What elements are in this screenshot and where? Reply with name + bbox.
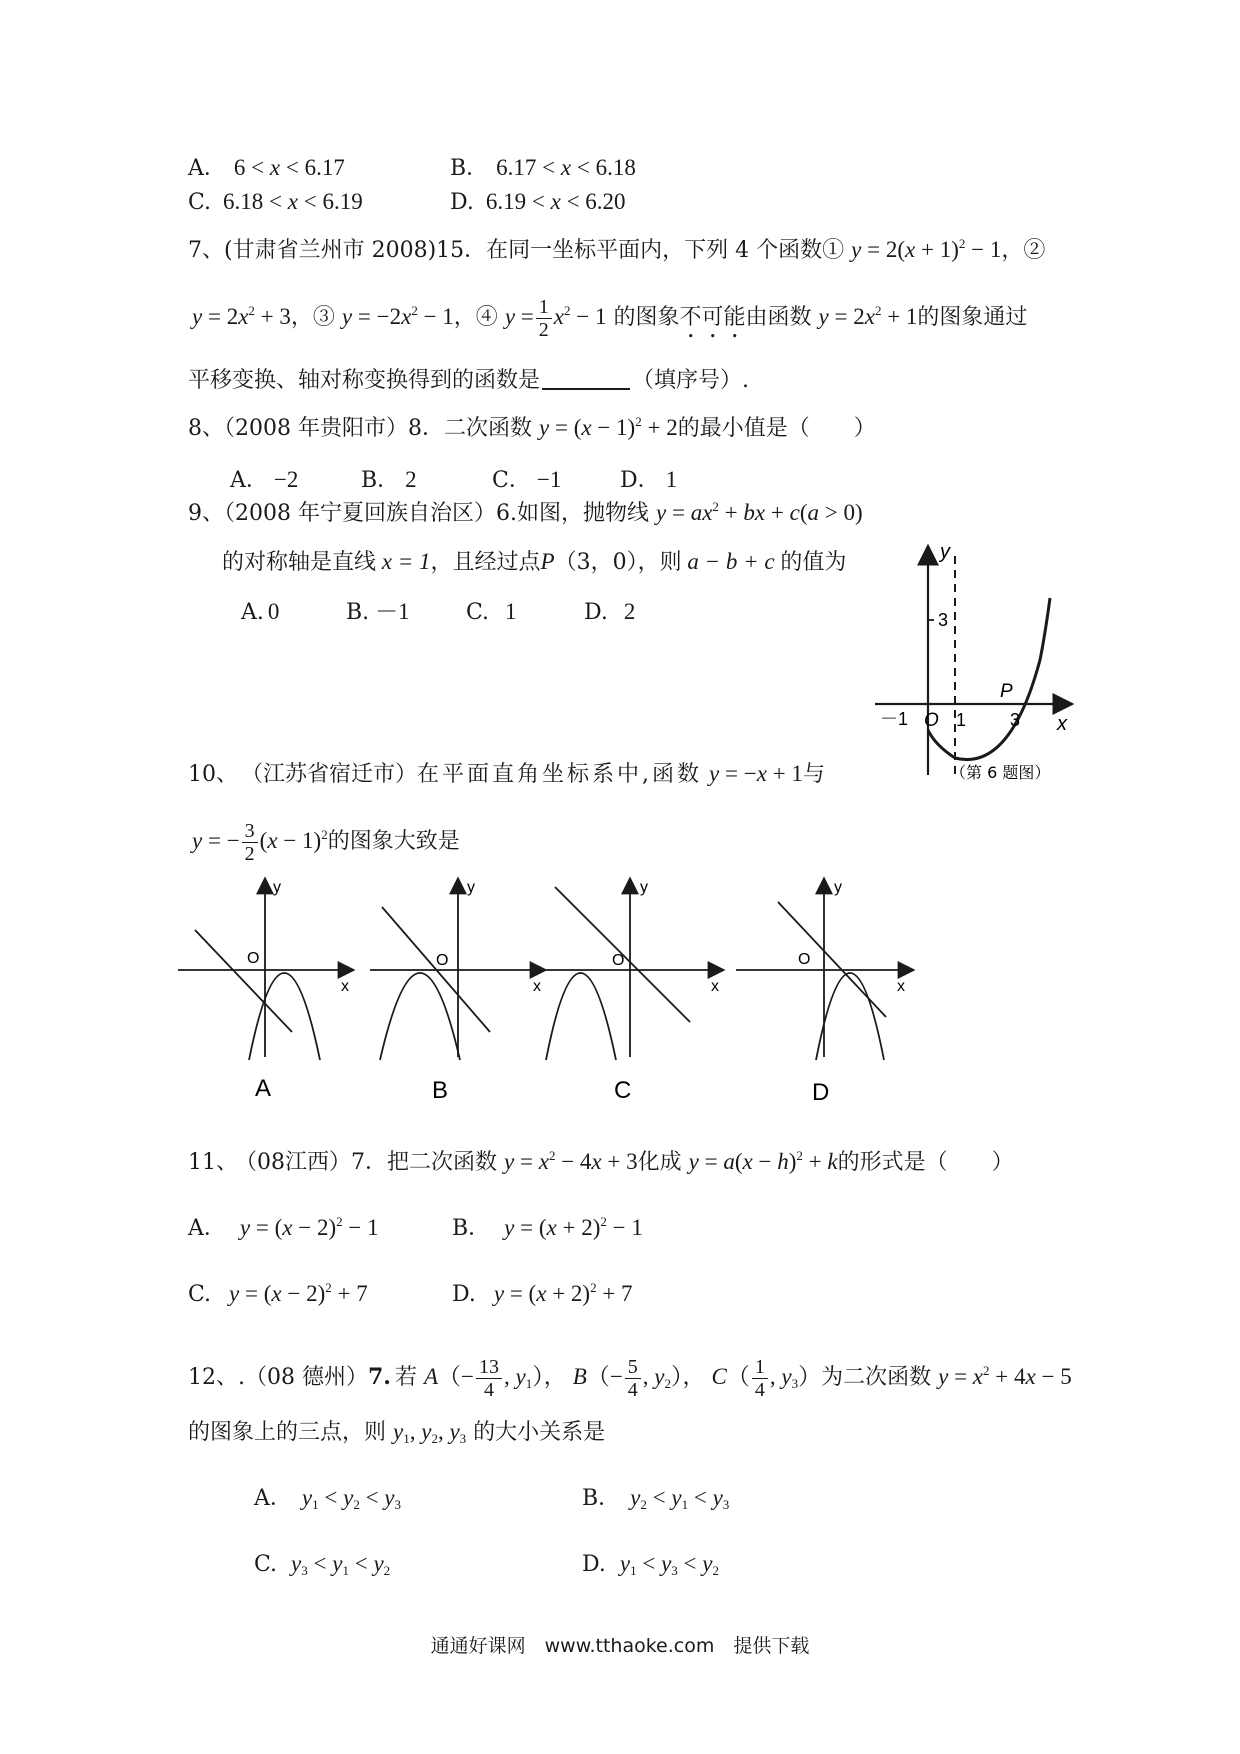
- q9-target-expr: a − b + c: [681, 549, 781, 574]
- q7-f1: $y = 2(x + 1)^2 - 1$: [851, 236, 1002, 262]
- q11-number: 11、: [188, 1150, 238, 1175]
- q10-a-line: [195, 930, 292, 1032]
- q8-number: 8、: [188, 416, 224, 441]
- q10-number: 10、: [188, 762, 238, 787]
- q6-option-c: C. 6.18 < x < 6.19: [188, 189, 363, 215]
- svg-text:O: O: [798, 951, 811, 968]
- q6-option-a: A． 6 < x < 6.17: [188, 155, 345, 181]
- q9-fig-tick-3: 3: [1010, 710, 1021, 730]
- q7-source: (甘肃省兰州市 2008)15．: [224, 238, 487, 263]
- q8-option-d: D． 1: [620, 467, 678, 493]
- q11-option-c: C. $y = (x - 2)^2 + 7$: [188, 1280, 368, 1307]
- q12-y-list: $y_1$, $y_2$, $y_3$: [393, 1419, 467, 1446]
- q7-f4: y = $\frac{1}{2}$ $x^2 - 1$: [504, 296, 607, 341]
- q12-source: （08 德州）: [245, 1364, 368, 1390]
- q9-line-2: 的对称轴是直线 x = 1，且经过点P（3，0），则 a − b + c 的值为: [222, 549, 847, 575]
- q7-f2: $y = 2x^2 + 3$: [192, 302, 291, 329]
- q10-c-parabola: [546, 973, 616, 1060]
- q9-fig-y-label: y: [940, 541, 950, 563]
- q9-axis-expr: x = 1: [376, 549, 431, 574]
- q9-source: （2008 年宁夏回族自治区）6.: [224, 501, 517, 526]
- q12-point-c: C（ $\frac{1}{4}$ , $y_3$）: [711, 1356, 822, 1401]
- q8-option-c: C． −1: [492, 467, 562, 493]
- q9-option-d: D. 2: [584, 599, 636, 625]
- q10-line-1: 10、 （江苏省宿迁市）在平面直角坐标系中,函数 y = −x + 1与: [188, 761, 825, 787]
- q7-line-2: $y = 2x^2 + 3$，③ $y = -2x^2 - 1$，④ y = $\frac{1}{2}$ $x^2 - 1$ 的图象不可能由函数 $y = 2x^2 + 1$的图象通过: [192, 296, 1028, 341]
- q6-option-b: B． 6.17 < x < 6.18: [450, 155, 636, 181]
- q6-option-d: D. 6.19 < x < 6.20: [450, 189, 626, 215]
- q10-label-d: D: [812, 1079, 830, 1106]
- q10-b-parabola: [380, 973, 460, 1060]
- q7-answer-blank[interactable]: [542, 388, 630, 390]
- svg-text:y: y: [640, 879, 648, 896]
- q9-fig-x-label: x: [1057, 713, 1067, 735]
- q9-line-1: 9、（2008 年宁夏回族自治区）6.如图，抛物线 $y = ax^2$ + bx + c(a > 0): [188, 499, 863, 526]
- q10-expr2: y = − $\frac{3}{2}$ $(x - 1)^2$: [192, 820, 328, 865]
- svg-text:O: O: [436, 952, 449, 969]
- svg-text:y: y: [834, 879, 842, 896]
- q9-option-b: B. －1: [346, 599, 410, 625]
- q10-d-parabola: [816, 973, 884, 1060]
- q8-source: （2008 年贵阳市）8．: [224, 416, 444, 441]
- q9-expr: $y = ax^2$ + bx + c(a > 0): [656, 499, 863, 525]
- svg-text:y: y: [273, 879, 281, 896]
- q10-line-2: y = − $\frac{3}{2}$ $(x - 1)^2$的图象大致是: [192, 820, 460, 865]
- q10-graph-d: [736, 879, 912, 1106]
- q9-fig-caption: （第 6 题图）: [950, 763, 1051, 782]
- q7-f3: $y = -2x^2 - 1$: [341, 302, 454, 329]
- q9-fig-tick-y3: 3: [938, 610, 949, 630]
- q10-source: （江苏省宿迁市）: [252, 762, 418, 787]
- q10-label-b: B: [432, 1077, 449, 1104]
- svg-text:x: x: [341, 978, 349, 995]
- q7-line-3: 平移变换、轴对称变换得到的函数是 （填序号）.: [188, 368, 750, 393]
- q9-fig-origin: O: [924, 710, 939, 731]
- svg-text:O: O: [612, 952, 625, 969]
- q12-line-1: 12、.（08 德州）7. 若 A（− $\frac{13}{4}$ , $y_1$）， B（− $\frac{5}{4}$ , $y_2$）， C（ $\frac{1}{4}$ , $y_3$）为二次函数 $y = x^2 + 4x - 5$: [188, 1356, 1072, 1401]
- q11-source: （08江西）7．: [246, 1150, 387, 1175]
- q7-number: 7、: [188, 238, 224, 263]
- q12-number: 12、.: [188, 1364, 245, 1390]
- q10-graph-c: [542, 879, 722, 1104]
- q10-label-a: A: [255, 1075, 272, 1102]
- q10-a-parabola: [249, 973, 320, 1060]
- q10-graphs: [170, 872, 930, 1112]
- q12-option-c: C. $y_3 < y_1 < y_2$: [254, 1551, 391, 1578]
- q9-fig-tick-neg1: －1: [880, 709, 909, 729]
- q10-expr1: y = −x + 1: [709, 761, 803, 786]
- q11-option-d: D. $y = (x + 2)^2 + 7$: [452, 1280, 633, 1307]
- svg-text:x: x: [711, 978, 719, 995]
- q11-line-1: 11、 （08江西）7．把二次函数 $y = x^2 - 4x + 3$化成 $y = a(x - h)^2 + k$的形式是（ ）: [188, 1148, 1014, 1175]
- q10-graph-a: [178, 879, 352, 1102]
- q12-option-b: B． $y_2 < y_1 < y_3$: [582, 1485, 730, 1512]
- q12-line-2: 的图象上的三点，则 $y_1$, $y_2$, $y_3$ 的大小关系是: [188, 1419, 606, 1446]
- q8-option-a: A． −2: [230, 467, 299, 493]
- q12-point-b: B（− $\frac{5}{4}$ , $y_2$）: [572, 1356, 683, 1401]
- q8-line-1: 8、（2008 年贵阳市）8．二次函数 $y = (x - 1)^2 + 2$的最小值是（ ）: [188, 414, 876, 441]
- q7-emphasis: 不可能: [679, 304, 746, 330]
- q11-option-b: B． $y = (x + 2)^2 - 1$: [452, 1214, 643, 1241]
- q9-fig-point-p: P: [1000, 681, 1013, 702]
- svg-text:x: x: [897, 978, 905, 995]
- q9-fig-tick-1: 1: [956, 710, 967, 730]
- q12-option-a: A． $y_1 < y_2 < y_3$: [254, 1485, 402, 1512]
- q12-expr: $y = x^2 + 4x - 5$: [938, 1362, 1072, 1389]
- svg-text:y: y: [467, 879, 475, 896]
- q10-graph-b: [370, 879, 544, 1104]
- q8-expr: $y = (x - 1)^2 + 2$: [539, 414, 678, 440]
- q9-option-a: A. 0: [241, 599, 280, 625]
- q12-point-a: A（− $\frac{13}{4}$ , $y_1$）: [423, 1356, 544, 1401]
- q7-line-1: 7、(甘肃省兰州市 2008)15．在同一坐标平面内，下列 4 个函数① $y = 2(x + 1)^2 - 1$，②: [188, 236, 1046, 263]
- q8-option-b: B． 2: [361, 467, 417, 493]
- svg-text:x: x: [533, 978, 541, 995]
- q7-f5: $y = 2x^2 + 1$: [818, 302, 918, 329]
- q12-option-d: D. $y_1 < y_3 < y_2$: [582, 1551, 719, 1578]
- q9-number: 9、: [188, 501, 224, 526]
- svg-text:O: O: [247, 950, 260, 967]
- q10-label-c: C: [614, 1077, 632, 1104]
- q9-option-c: C. 1: [466, 599, 517, 625]
- q11-expr1: $y = x^2 - 4x + 3$: [504, 1148, 638, 1174]
- q11-option-a: A． $y = (x - 2)^2 - 1$: [188, 1214, 379, 1241]
- q11-expr2: $y = a(x - h)^2 + k$: [688, 1148, 838, 1174]
- page-footer: 通通好课网 www.tthaoke.com 提供下载: [430, 1635, 810, 1657]
- q9-figure: [860, 540, 1080, 790]
